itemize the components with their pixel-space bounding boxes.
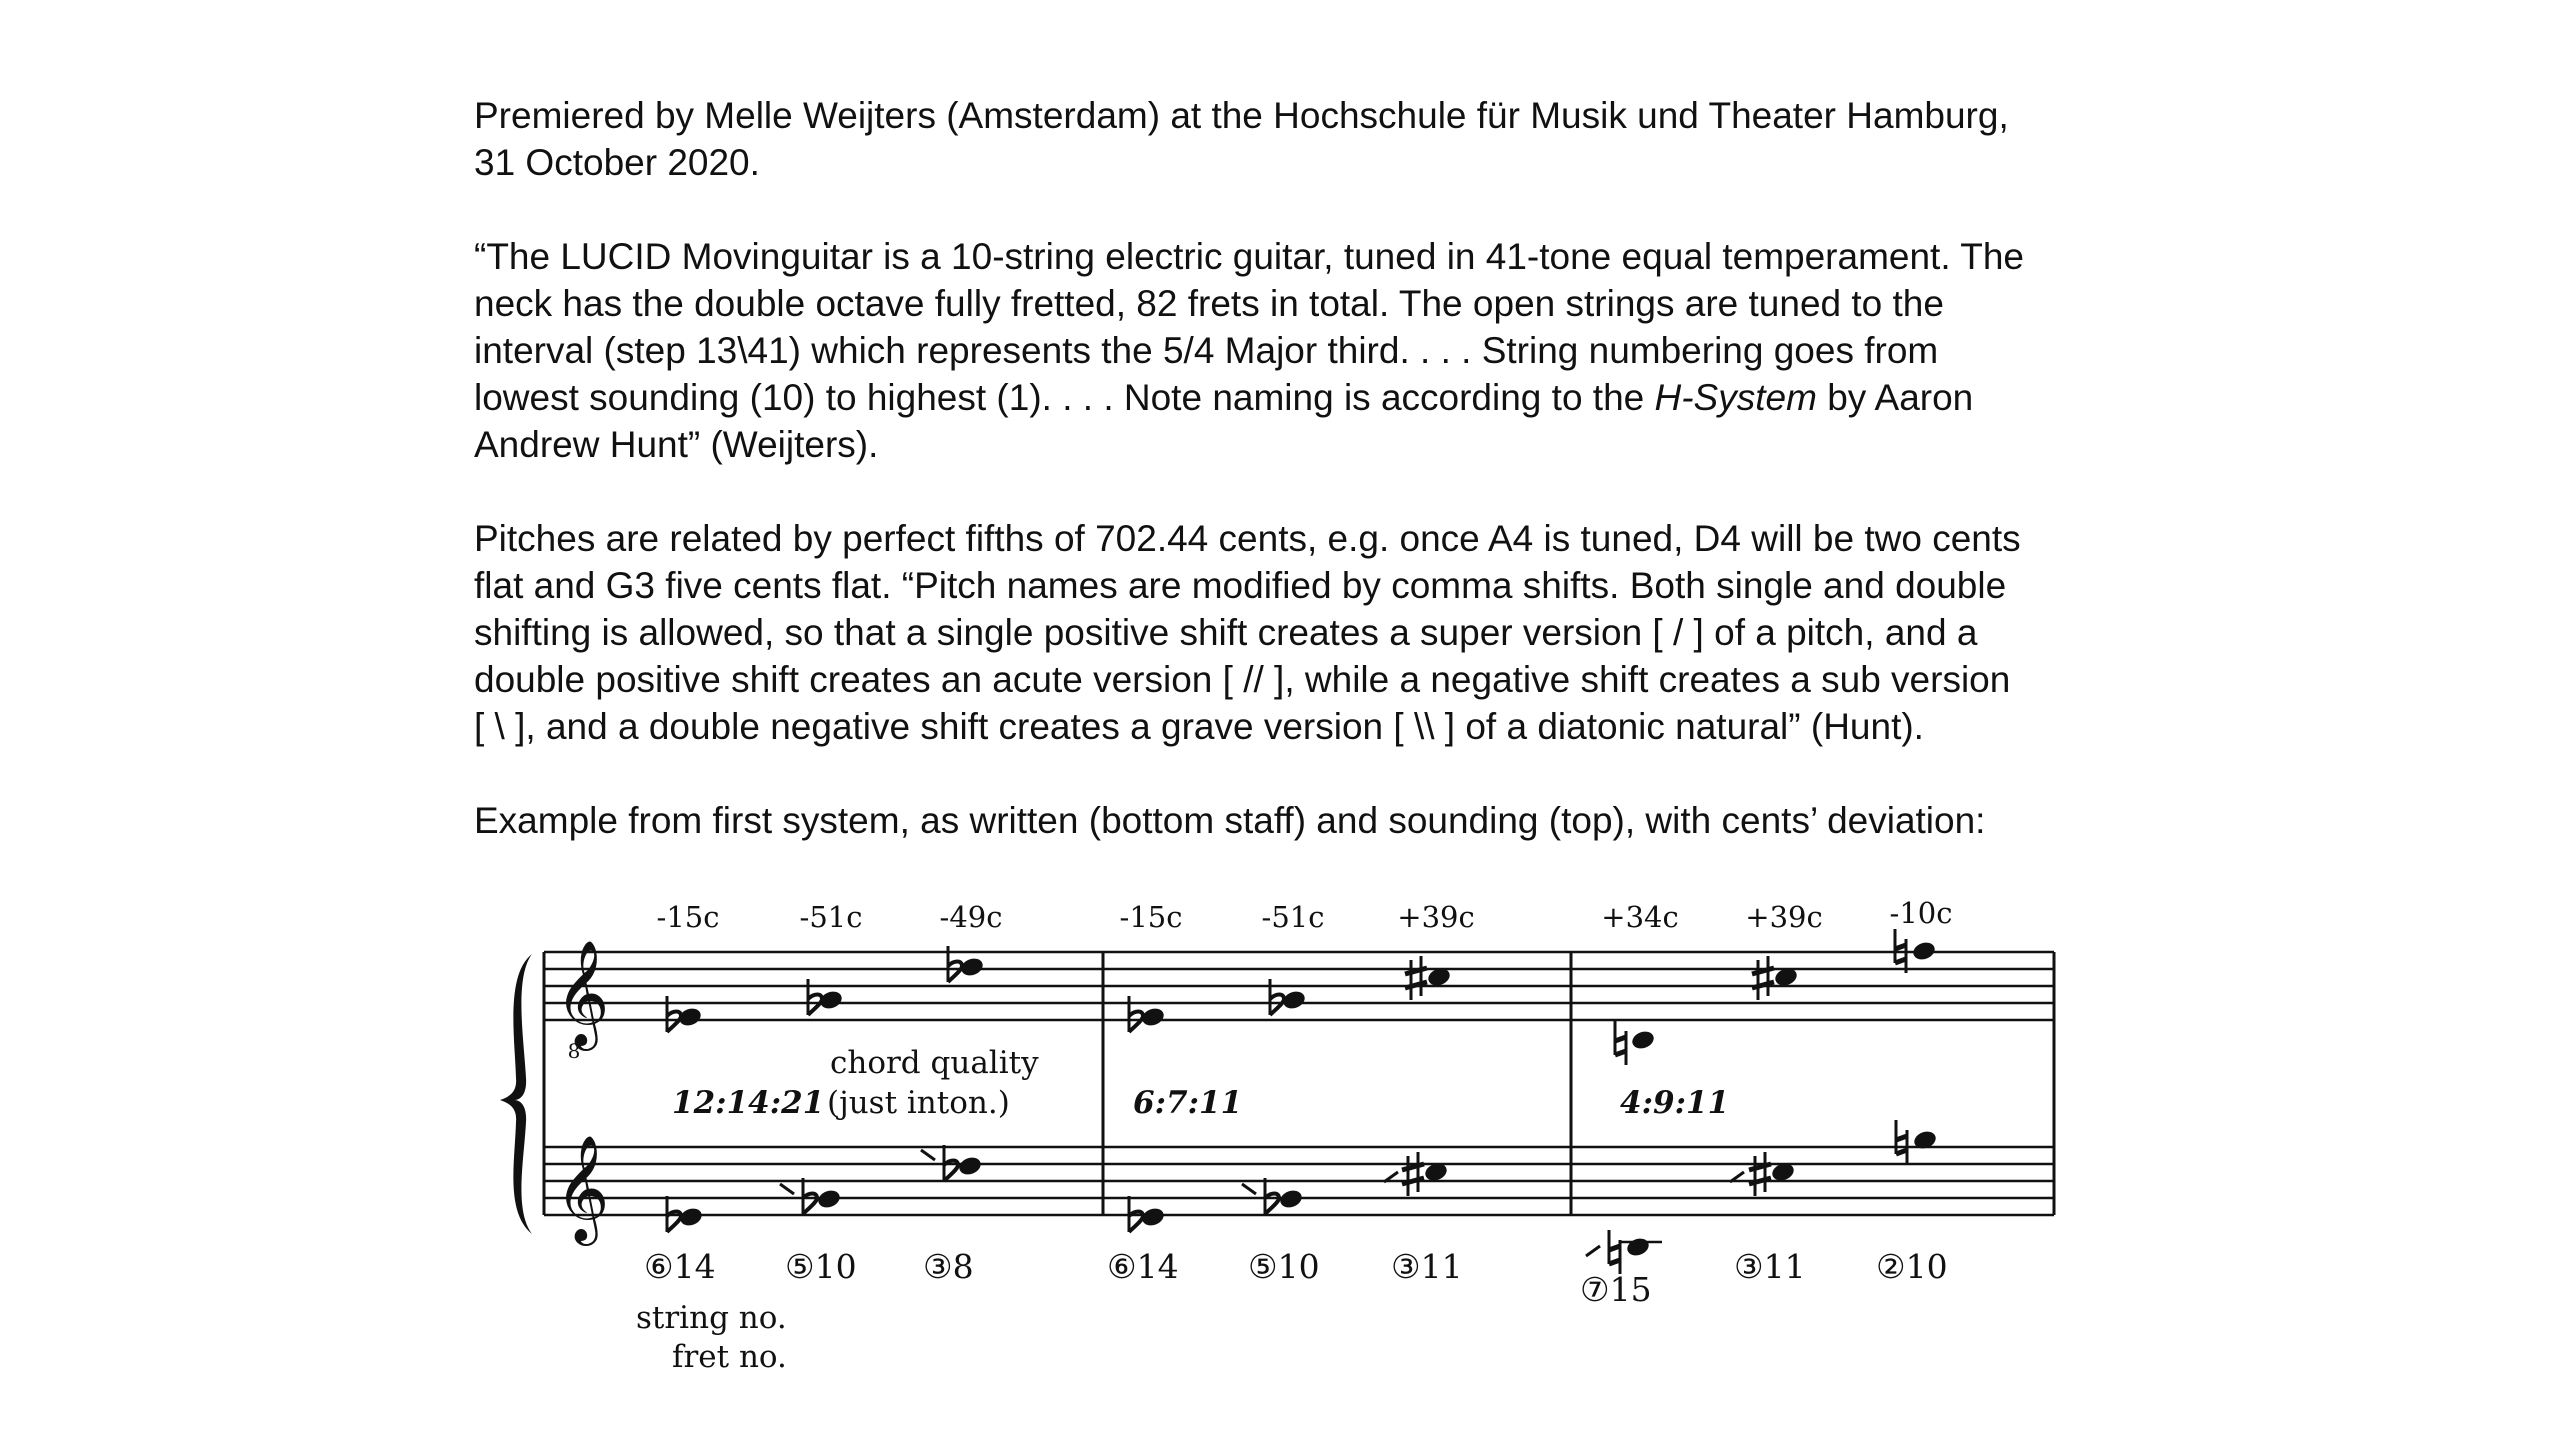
legend-fret-no: fret no. — [672, 1339, 787, 1375]
quote-line-1: “The LUCID Movinguitar is a 10-string electric guitar, tuned in 41-tone equal temperament. The — [474, 236, 2024, 277]
string-fret-label: ③11 — [1391, 1247, 1463, 1286]
note — [808, 979, 844, 1015]
note — [1730, 1152, 1796, 1196]
cents-label: -51c — [1261, 900, 1325, 934]
cents-label: -15c — [1119, 900, 1183, 934]
string-fret-legend — [636, 1300, 787, 1375]
h-system-term: H-System — [1654, 377, 1817, 418]
cents-label: -10c — [1889, 896, 1953, 930]
string-fret-label: ⑥14 — [1107, 1247, 1179, 1286]
chord-quality-line-1: chord quality — [830, 1045, 1039, 1081]
string-fret-labels — [644, 1247, 1948, 1309]
note — [1129, 1196, 1166, 1232]
ratio-label: 4:9:11 — [1620, 1085, 1730, 1121]
system-brace — [500, 954, 532, 1234]
string-fret-label: ⑤10 — [1248, 1247, 1320, 1286]
chord-quality-annotation — [827, 1045, 1039, 1121]
sounding-staff — [544, 952, 2054, 1020]
barlines — [544, 952, 2054, 1215]
quote-line-2: neck has the double octave fully fretted, 82 frets in total. The open strings are tuned to the — [474, 283, 1944, 324]
pitches-line-4: double positive shift creates an acute version [ // ], while a negative shift creates a sub version — [474, 659, 2011, 700]
quote-line-5: Andrew Hunt” (Weijters). — [474, 424, 879, 465]
note — [1752, 956, 1799, 1000]
quote-line-4-start: lowest sounding (10) to highest (1). . . . Note naming is according to the — [474, 377, 1655, 418]
cents-label: +39c — [1745, 900, 1823, 934]
ratio-label: 12:14:21 — [672, 1085, 825, 1121]
string-fret-label: ⑤10 — [785, 1247, 857, 1286]
written-staff — [544, 1147, 2054, 1215]
pitches-line-2: flat and G3 five cents flat. “Pitch names are modified by comma shifts. Both single and double — [474, 565, 2007, 606]
note — [667, 996, 703, 1032]
cents-label: -49c — [939, 900, 1003, 934]
chord-quality-line-2: (just inton.) — [827, 1085, 1010, 1121]
legend-string-no: string no. — [636, 1300, 787, 1336]
cents-label: +39c — [1397, 900, 1475, 934]
note — [780, 1178, 842, 1214]
note — [1129, 996, 1166, 1032]
pitches-line-3: shifting is allowed, so that a single positive shift creates a super version [ / ] of a pitch, and a — [474, 612, 1978, 653]
note — [1242, 1178, 1304, 1214]
cents-label: -51c — [799, 900, 863, 934]
premiere-line-2: 31 October 2020. — [474, 142, 760, 183]
note — [1586, 1230, 1662, 1274]
note — [1270, 979, 1307, 1015]
example-caption-text: Example from first system, as written (bottom staff) and sounding (top), with cents’ deviation: — [474, 800, 1986, 841]
string-fret-label: ③8 — [923, 1247, 974, 1286]
note — [1896, 1120, 1938, 1164]
treble-clef-icon: 𝄞 — [555, 1134, 610, 1241]
string-fret-label: ⑥14 — [644, 1247, 716, 1286]
pitches-line-1: Pitches are related by perfect fifths of 702.44 cents, e.g. once A4 is tuned, D4 will be two cents — [474, 518, 2021, 559]
cents-label: -15c — [656, 900, 720, 934]
octave-marker: 8 — [567, 1039, 581, 1063]
string-fret-label: ②10 — [1876, 1247, 1948, 1286]
note — [1405, 956, 1452, 1000]
quote-line-4-end: by Aaron — [1816, 377, 1974, 418]
note — [667, 1196, 704, 1232]
premiere-line-1: Premiered by Melle Weijters (Amsterdam) at the Hochschule für Musik und Theater Hamburg, — [474, 95, 2009, 136]
note — [1384, 1152, 1449, 1196]
cents-labels — [657, 896, 1953, 934]
string-fret-label: ⑦15 — [1580, 1270, 1652, 1309]
ratio-label: 6:7:11 — [1133, 1085, 1243, 1121]
treble-clef-8vb-icon: 𝄞 — [555, 939, 610, 1046]
cents-label: +34c — [1601, 900, 1679, 934]
pitches-line-5: [ \ ], and a double negative shift creates a grave version [ \\ ] of a diatonic natural” (Hunt). — [474, 706, 1924, 747]
string-fret-label: ③11 — [1734, 1247, 1806, 1286]
note — [1615, 1021, 1656, 1065]
quote-line-3: interval (step 13\41) which represents the 5/4 Major third. . . . String numbering goes from — [474, 330, 1939, 371]
